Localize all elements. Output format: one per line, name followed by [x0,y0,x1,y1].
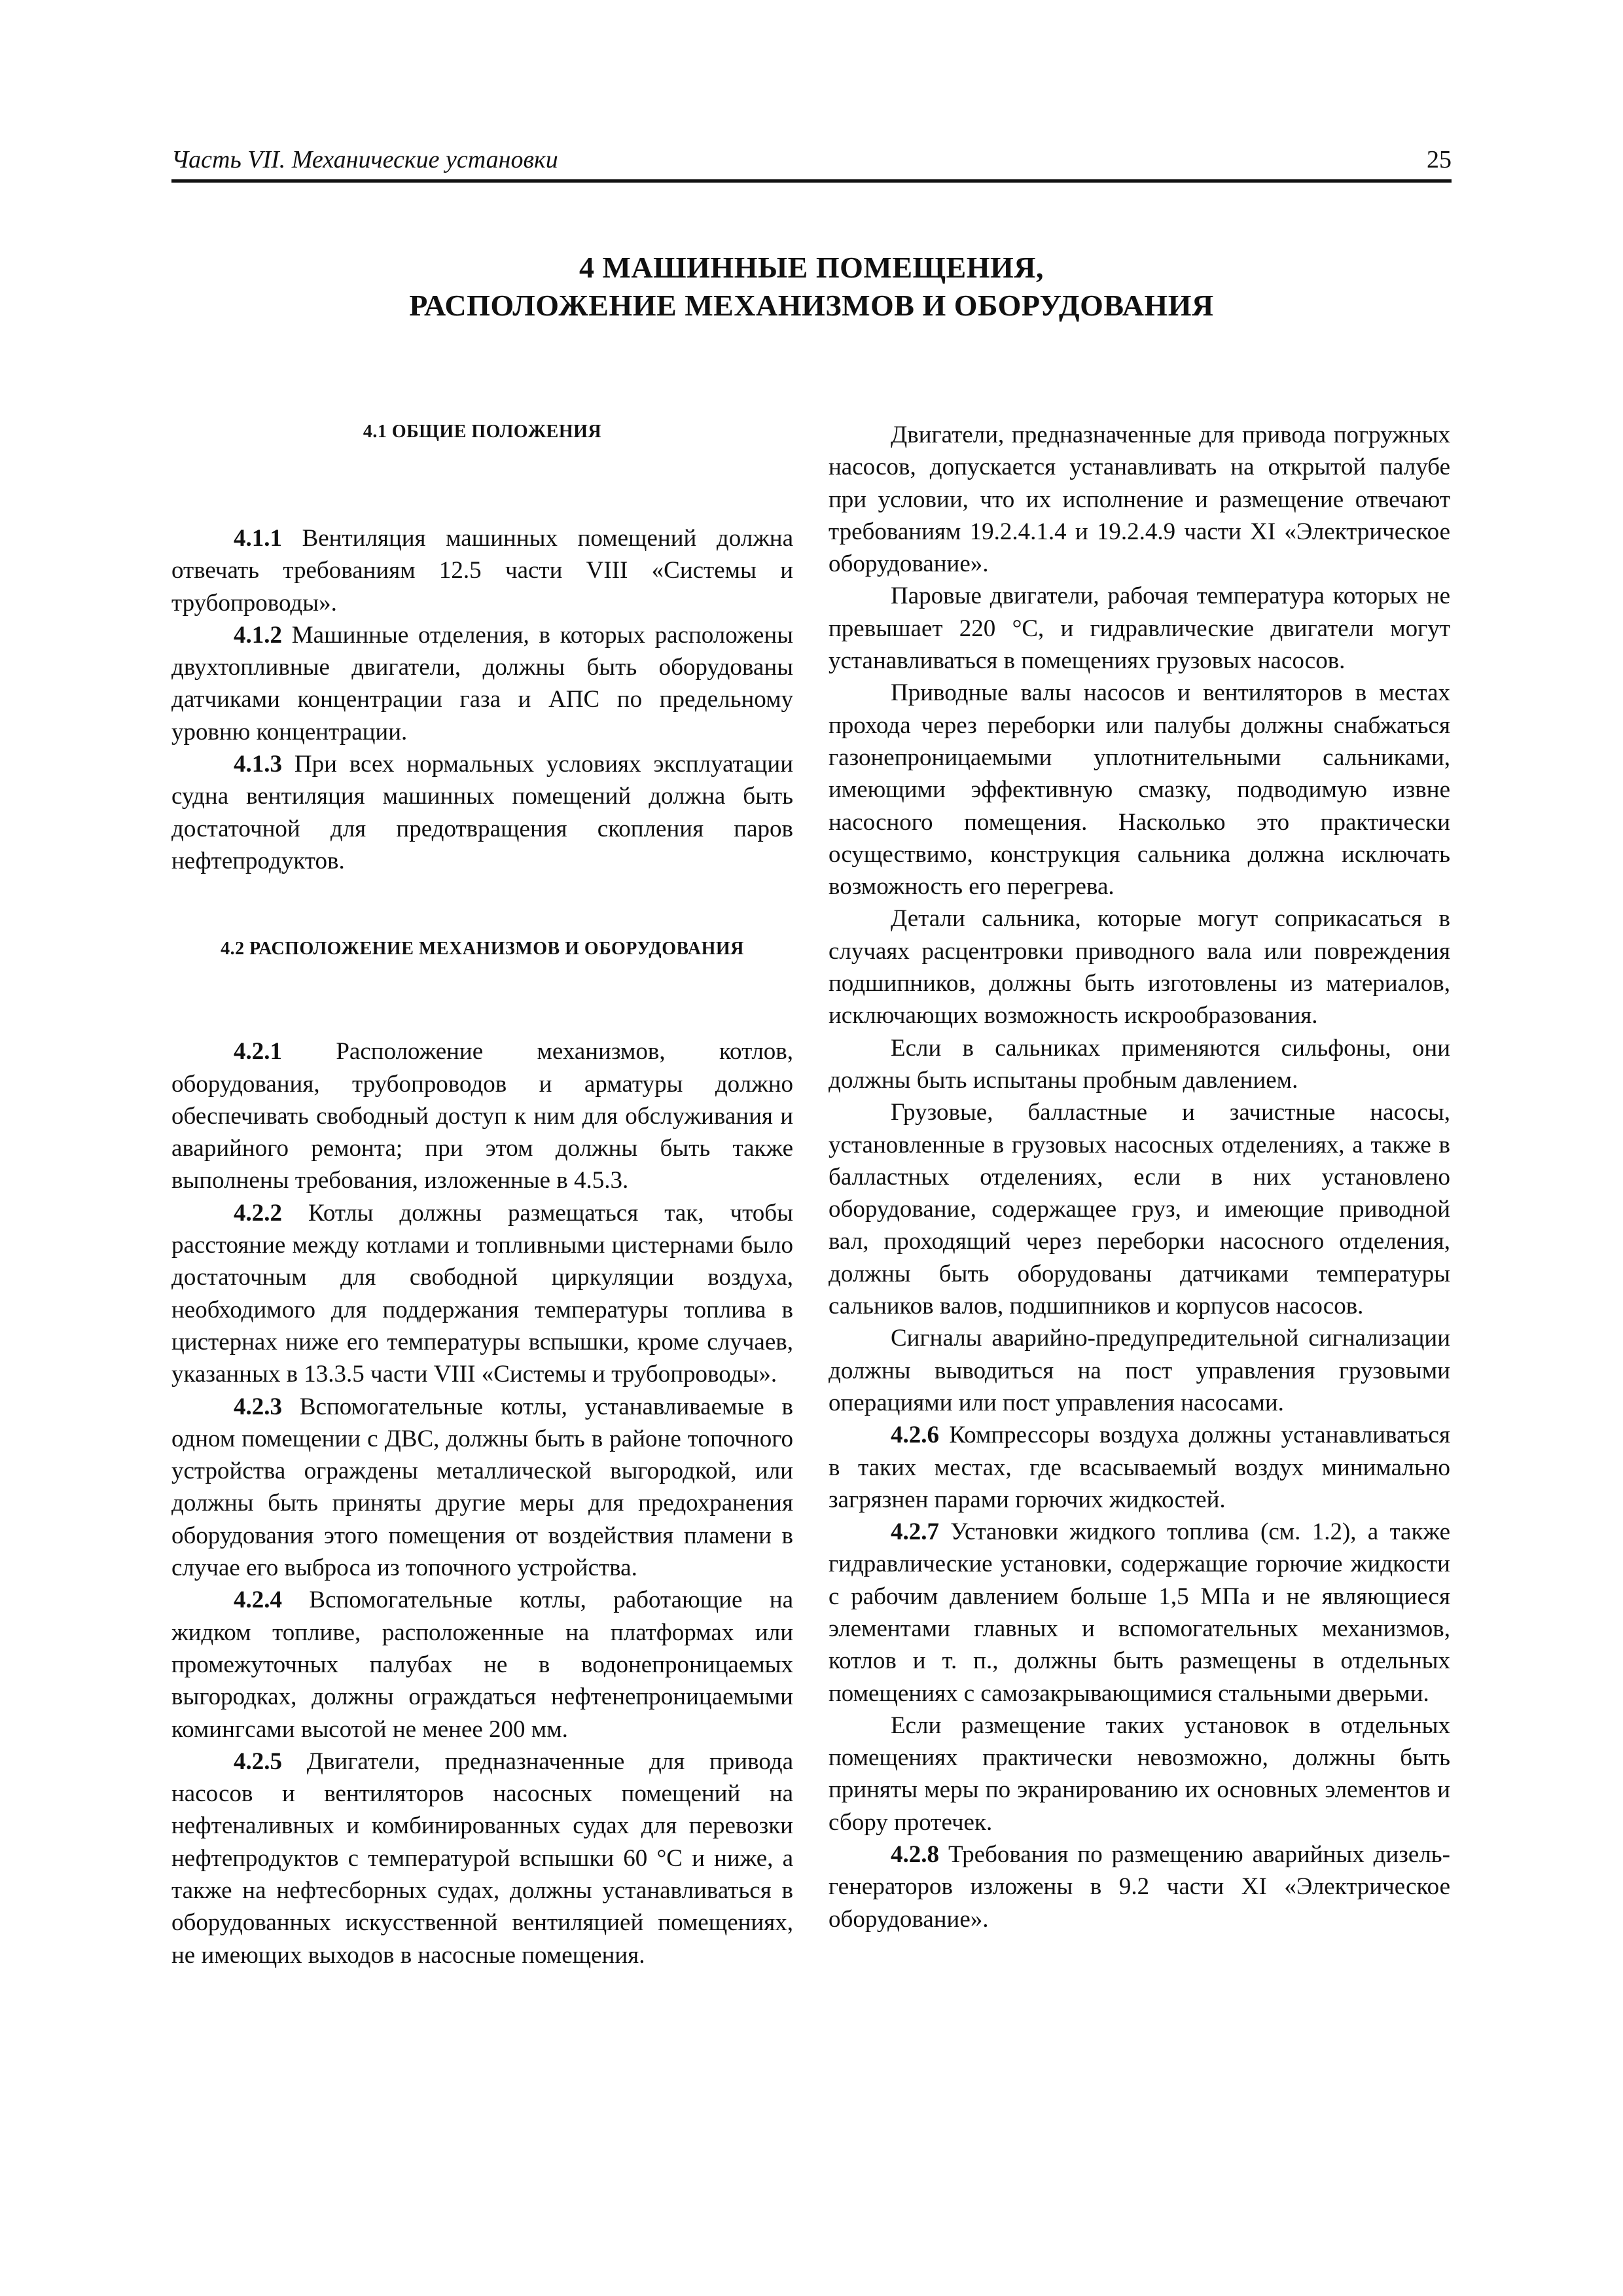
paragraph [829,1096,1450,1322]
paragraph [829,580,1450,677]
clause-number: 4.2.6 [891,1422,939,1449]
paragraph [829,1839,1450,1935]
page-number: 25 [1427,146,1452,173]
section-heading-4-1: 4.1 ОБЩИЕ ПОЛОЖЕНИЯ [363,422,602,442]
clause-number: 4.2.2 [234,1199,282,1227]
paragraph [171,522,793,619]
paragraph-text: Вспомогательные котлы, устанавливаемые в одном помещении с ДВС, должны быть в районе топочного устройства ограждены металлической выгородкой, или должны быть приняты другие меры для предохранения оборудования этого помещения от воздействия пламени в случае его выброса из топочного устройства. [171,1393,793,1582]
section-heading-4-2: 4.2 РАСПОЛОЖЕНИЕ МЕХАНИЗМОВ И ОБОРУДОВАНИЯ [221,939,744,960]
clause-number: 4.1.3 [234,751,282,778]
paragraph [171,1391,793,1585]
paragraph [829,1710,1450,1839]
clause-number: 4.2.1 [234,1038,282,1066]
paragraph-text: Детали сальника, которые могут соприкасаться в случаях расцентровки приводного вала или повреждения подшипников, должны быть изготовлены из материалов, исключающих возможность искрообразования. [829,905,1450,1030]
clause-number: 4.2.5 [234,1748,282,1775]
paragraph-text: Компрессоры воздуха должны устанавливаться в таких местах, где всасываемый воздух минимально загрязнен парами горючих жидкостей. [829,1422,1450,1513]
left-column [171,419,793,1971]
paragraph-text: Двигатели, предназначенные для привода погружных насосов, допускается устанавливать на открытой палубе при условии, что их исполнение и размещение отвечают требованиям 19.2.4.1.4 и 19.2.4.9 части XI «Электрическое оборудование». [829,422,1450,578]
paragraph-text: Котлы должны размещаться так, чтобы расстояние между котлами и топливными цистернами было достаточным для свободной циркуляции воздуха, необходимого для поддержания температуры топлива в цистернах ниже его температуры вспышки, кроме случаев, указанных в 13.3.5 части VIII «Системы и трубопроводы». [171,1199,793,1388]
paragraph-text: Установки жидкого топлива (см. 1.2), а также гидравлические установки, содержащие горючие жидкости с рабочим давлением больше 1,5 МПа и не являющиеся элементами главных и вспомогательных механизмов, котлов и т. п., должны быть размещены в отдельных помещениях с самозакрывающимися стальными дверьми. [829,1518,1450,1707]
chapter-title-line-2: РАСПОЛОЖЕНИЕ МЕХАНИЗМОВ И ОБОРУДОВАНИЯ [409,289,1214,322]
paragraph [829,677,1450,903]
paragraph-text: Сигналы аварийно-предупредительной сигнализации должны выводиться на пост управления грузовыми операциями или пост управления насосами. [829,1325,1450,1416]
paragraph [829,1322,1450,1419]
clause-number: 4.2.3 [234,1393,282,1420]
right-column [829,419,1450,1935]
paragraph-text: Расположение механизмов, котлов, оборудования, трубопроводов и арматуры должно обеспечивать свободный доступ к ним для обслуживания и аварийного ремонта; при этом должны быть также выполнены требования, изложенные в 4.5.3. [171,1038,793,1194]
paragraph-text: Приводные валы насосов и вентиляторов в местах прохода через переборки или палубы должны снабжаться газонепроницаемыми уплотнительными сальниками, имеющими эффективную смазку, подводимую извне насосного помещения. Насколько это практически осуществимо, конструкция сальника должна исключать возможность его перегрева. [829,679,1450,901]
paragraph-text: Если размещение таких установок в отдельных помещениях практически невозможно, должны быть приняты меры по экранированию их основных элементов и сбору протечек. [829,1712,1450,1836]
clause-number: 4.1.2 [234,621,282,649]
part-title: Часть VII. Механические установки [171,146,558,173]
paragraph [171,748,793,877]
paragraph-text: Вентиляция машинных помещений должна отвечать требованиям 12.5 части VIII «Системы и трубопроводы». [171,525,793,617]
paragraph [829,1032,1450,1097]
chapter-title-line-1: 4 МАШИННЫЕ ПОМЕЩЕНИЯ, [579,251,1044,284]
paragraph-text: Машинные отделения, в которых расположены двухтопливные двигатели, должны быть оборудованы датчиками концентрации газа и АПС по предельному уровню концентрации. [171,621,793,745]
clause-number: 4.2.4 [234,1587,282,1614]
clause-number: 4.1.1 [234,525,282,552]
paragraph [171,1584,793,1745]
paragraph-text: Грузовые, балластные и зачистные насосы, установленные в грузовых насосных отделениях, а также в балластных отделениях, если в них установлено оборудование, содержащее груз, и имеющие приводной вал, проходящий через переборки насосного отделения, должны быть оборудованы датчиками температуры сальников валов, подшипников и корпусов насосов. [829,1099,1450,1320]
paragraph-text: При всех нормальных условиях эксплуатации судна вентиляция машинных помещений должна быть достаточной для предотвращения скопления паров нефтепродуктов. [171,751,793,874]
paragraph [171,1197,793,1391]
paragraph [171,619,793,748]
paragraph-text: Двигатели, предназначенные для привода насосов и вентиляторов насосных помещений на нефтеналивных и комбинированных судах для перевозки нефтепродуктов с температурой вспышки 60 °С и ниже, а также на нефтесборных судах, должны устанавливаться в оборудованных искусственной вентиляцией помещениях, не имеющих выходов в насосные помещения. [171,1748,793,1969]
paragraph [829,419,1450,580]
paragraph [829,1419,1450,1516]
paragraph-text: Если в сальниках применяются сильфоны, они должны быть испытаны пробным давлением. [829,1034,1450,1094]
paragraph [171,1746,793,1971]
paragraph [829,1516,1450,1710]
paragraph [829,903,1450,1031]
paragraph-text: Паровые двигатели, рабочая температура которых не превышает 220 °С, и гидравлические двигатели могут устанавливаться в помещениях грузовых насосов. [829,583,1450,675]
paragraph-text: Требования по размещению аварийных дизель-генераторов изложены в 9.2 части XI «Электрическое оборудование». [829,1841,1450,1933]
paragraph [171,1035,793,1196]
clause-number: 4.2.8 [891,1841,939,1869]
clause-number: 4.2.7 [891,1518,939,1546]
chapter-title [171,249,1452,325]
paragraph-text: Вспомогательные котлы, работающие на жидком топливе, расположенные на платформах или промежуточных палубах не в водонепроницаемых выгородках, должны ограждаться нефтенепроницаемыми комингсами высотой не менее 200 мм. [171,1587,793,1743]
running-header [171,140,1452,183]
